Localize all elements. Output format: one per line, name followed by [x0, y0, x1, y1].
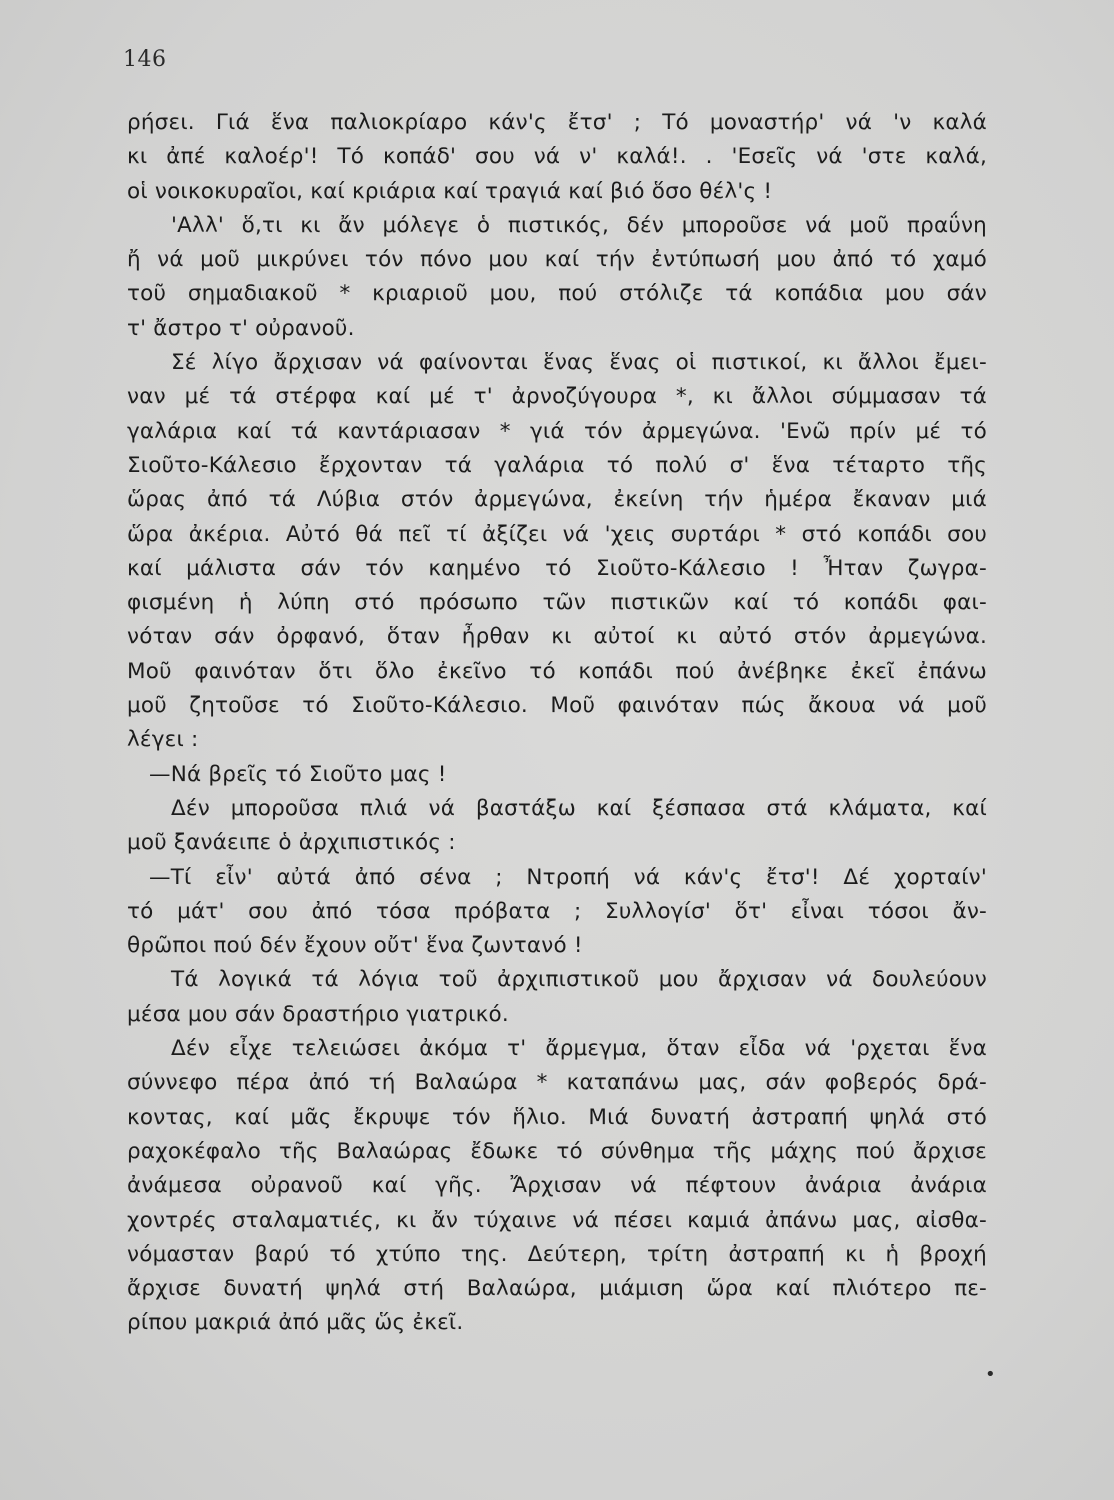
text-line: νόταν σάν ὀρφανό, ὅταν ἦρθαν κι αὐτοί κι αὐτό στόν ἀρμεγώνα. [127, 624, 987, 650]
text-line: χοντρές σταλαματιές, κι ἄν τύχαινε νά πέσει καμιά ἀπάνω μας, αἰσθα- [127, 1207, 987, 1233]
paragraph [127, 792, 987, 861]
text-line: ρίπου μακριά ἀπό μᾶς ὥς ἐκεῖ. [127, 1310, 464, 1336]
text-line: Τά λογικά τά λόγια τοῦ ἀρχιπιστικοῦ μου ἄρχισαν νά δουλεύουν [171, 967, 987, 993]
paragraph [127, 106, 987, 209]
text-line: Σιοῦτο-Κάλεσιο ἔρχονταν τά γαλάρια τό πολύ σ' ἕνα τέταρτο τῆς [127, 452, 987, 478]
paragraph [127, 963, 987, 1032]
ornament-mark: • [985, 1364, 996, 1385]
text-line: κι ἀπέ καλοέρ'! Τό κοπάδ' σου νά ν' καλά!. . 'Εσεῖς νά 'στε καλά, [127, 144, 987, 170]
text-line: φισμένη ἡ λύπη στό πρόσωπο τῶν πιστικῶν καί τό κοπάδι φαι- [127, 590, 987, 616]
text-line: ραχοκέφαλο τῆς Βαλαώρας ἔδωκε τό σύνθημα τῆς μάχης πού ἄρχισε [127, 1138, 987, 1164]
text-line: —Νά βρεῖς τό Σιοῦτο μας ! [149, 761, 447, 787]
paragraph [127, 1032, 987, 1341]
text-line: Μοῦ φαινόταν ὅτι ὅλο ἐκεῖνο τό κοπάδι πού ἀνέβηκε ἐκεῖ ἐπάνω [127, 658, 987, 684]
text-line: οἱ νοικοκυραῖοι, καί κριάρια καί τραγιά καί βιό ὅσο θέλ'ς ! [127, 178, 773, 204]
text-line: Σέ λίγο ἄρχισαν νά φαίνονται ἕνας ἕνας οἱ πιστικοί, κι ἄλλοι ἔμει- [171, 350, 987, 376]
text-line: ὥρα ἀκέρια. Αὐτό θά πεῖ τί ἀξίζει νά 'χεις συρτάρι * στό κοπάδι σου [127, 521, 987, 547]
paragraph [127, 209, 987, 346]
paragraph [127, 346, 987, 758]
text-line: λέγει : [127, 727, 199, 753]
text-line: Δέν μποροῦσα πλιά νά βαστάξω καί ξέσπασα στά κλάματα, καί [171, 795, 987, 821]
dialogue-paragraph [127, 758, 987, 792]
dialogue-paragraph [127, 861, 987, 964]
page-number: 146 [123, 47, 167, 72]
text-line: γαλάρια καί τά καντάριασαν * γιά τόν ἀρμεγώνα. 'Ενῶ πρίν μέ τό [127, 418, 987, 444]
text-line: 'Αλλ' ὅ,τι κι ἄν μόλεγε ὁ πιστικός, δέν μποροῦσε νά μοῦ πραΰνη [171, 212, 987, 238]
text-line: θρῶποι πού δέν ἔχουν οὔτ' ἕνα ζωντανό ! [127, 933, 583, 959]
text-line: μέσα μου σάν δραστήριο γιατρικό. [127, 1001, 509, 1027]
text-line: τοῦ σημαδιακοῦ * κριαριοῦ μου, πού στόλιζε τά κοπάδια μου σάν [127, 281, 987, 307]
text-line: μοῦ ξανάειπε ὁ ἀρχιπιστικός : [127, 830, 456, 856]
text-line: καί μάλιστα σάν τόν καημένο τό Σιοῦτο-Κάλεσιο ! Ἦταν ζωγρα- [127, 555, 987, 581]
body-text [127, 106, 987, 1341]
text-line: ἄρχισε δυνατή ψηλά στή Βαλαώρα, μιάμιση ὥρα καί πλιότερο πε- [127, 1276, 987, 1302]
text-line: ναν μέ τά στέρφα καί μέ τ' ἀρνοζύγουρα *, κι ἄλλοι σύμμασαν τά [127, 384, 987, 410]
text-line: σύννεφο πέρα ἀπό τή Βαλαώρα * καταπάνω μας, σάν φοβερός δρά- [127, 1070, 987, 1096]
text-line: ἤ νά μοῦ μικρύνει τόν πόνο μου καί τήν ἐντύπωσή μου ἀπό τό χαμό [127, 247, 987, 273]
text-line: κοντας, καί μᾶς ἔκρυψε τόν ἥλιο. Μιά δυνατή ἀστραπή ψηλά στό [127, 1104, 987, 1130]
text-line: Δέν εἶχε τελειώσει ἀκόμα τ' ἄρμεγμα, ὅταν εἶδα νά 'ρχεται ἕνα [171, 1036, 987, 1062]
text-line: τό μάτ' σου ἀπό τόσα πρόβατα ; Συλλογίσ' ὅτ' εἶναι τόσοι ἄν- [127, 898, 987, 924]
text-line: μοῦ ζητοῦσε τό Σιοῦτο-Κάλεσιο. Μοῦ φαινόταν πώς ἄκουα νά μοῦ [127, 693, 987, 719]
text-line: ὥρας ἀπό τά Λύβια στόν ἀρμεγώνα, ἐκείνη τήν ἡμέρα ἔκαναν μιά [127, 487, 987, 513]
text-line: τ' ἄστρο τ' οὐρανοῦ. [127, 315, 355, 341]
text-line: ρήσει. Γιά ἕνα παλιοκρίαρο κάν'ς ἔτσ' ; Τό μοναστήρ' νά 'ν καλά [127, 110, 987, 135]
text-line: νόμασταν βαρύ τό χτύπο της. Δεύτερη, τρίτη ἀστραπή κι ἡ βροχή [127, 1241, 987, 1267]
text-line: —Τί εἶν' αὐτά ἀπό σένα ; Ντροπή νά κάν'ς ἔτσ'! Δέ χορταίν' [149, 864, 987, 890]
text-line: ἀνάμεσα οὐρανοῦ καί γῆς. Ἄρχισαν νά πέφτουν ἀνάρια ἀνάρια [127, 1173, 987, 1199]
